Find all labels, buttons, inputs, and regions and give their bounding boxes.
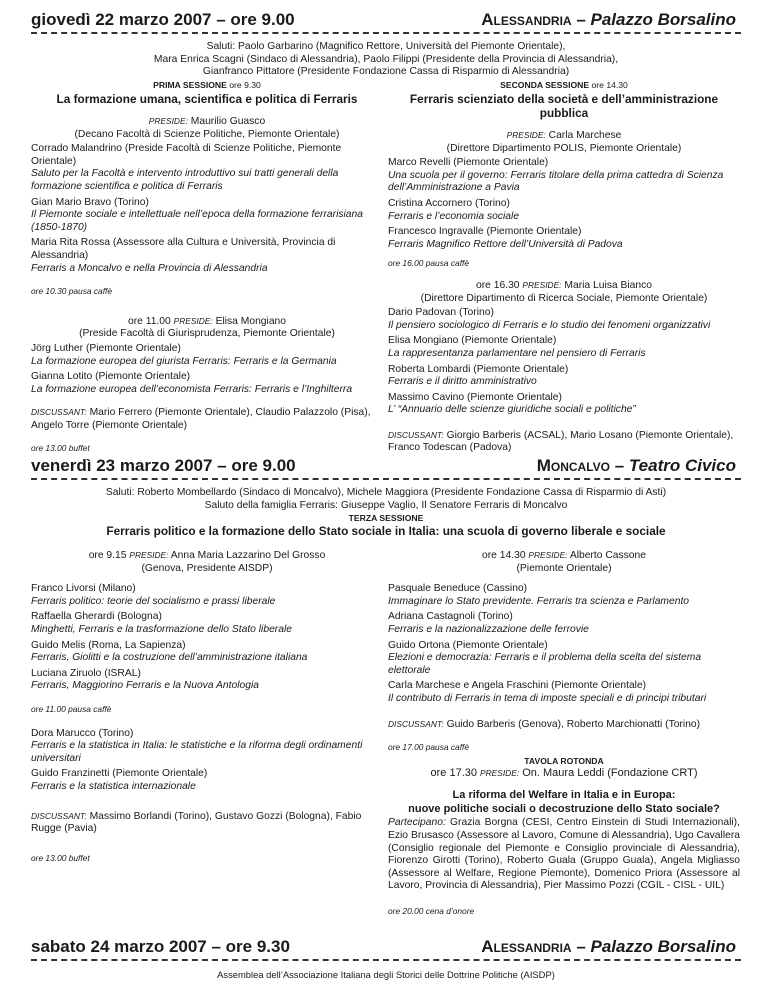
text-day1-right-talks2-0-speaker: Dario Padovan (Torino) [388,307,494,319]
text-day2-right-round_chair_label: PRESIDE: [480,767,520,778]
text-day1-right-session_time: ore 14.30 [591,80,628,90]
text-day2-left-talks-3-speaker: Luciana Ziruolo (ISRAL) [31,667,141,679]
day1-right-column [388,79,740,455]
text-day1-left-chair_label: PRESIDE: [148,116,188,126]
text-day1-dash: – [576,10,586,29]
text-day1-left-sub_chair_label: PRESIDE: [173,315,213,326]
text-day2-right-round_time: ore 17.30 [430,766,477,779]
text-day1-left-talks-2-speaker: Maria Rita Rossa (Assessore alla Cultura e Università, Provincia di Alessandria) [31,237,336,261]
text-day1-left-session_label: PRIMA SESSIONE [153,80,227,90]
text-day2-right-talks-2-title: Elezioni e democrazia: Ferraris e il problema della scelta del sistema elettorale [388,652,702,676]
text-day1-left-discussants: Mario Ferrero (Piemonte Orientale), Claudio Palazzolo (Pisa), Angelo Torre (Piemonte Orientale) [31,407,371,431]
text-day1-left-session_time: ore 9.30 [229,80,261,90]
text-day2-left-discussant_label: DISCUSSANT: [31,810,87,821]
day1-city: Alessandria [481,10,572,29]
text-day2-right-participants_label: Partecipano: [388,817,446,829]
text-day1-left-sub_chair_name: Elisa Mongiano [215,315,286,327]
text-day2-left-chair_label: PRESIDE: [129,550,169,560]
text-day2-right-round_title2: nuove politiche sociali o decostruzione dello Stato sociale? [408,803,720,816]
text-day2-left-sub_time: ore 9.15 [88,550,127,561]
text-day1-right-talks-0-title: Una scuola per il governo: Ferraris titolare della prima cattedra di Scienza dell’Amministrazione a Pavia [388,169,724,194]
text-day2-right-chair_role: (Piemonte Orientale) [516,562,612,574]
text-day2-right-round_chair: On. Maura Leddi (Fondazione CRT) [522,766,698,779]
text-day1-right-break1: ore 16.00 pausa caffè [388,258,470,269]
text-day2-right-chair_label: PRESIDE: [528,550,568,560]
text-day1-right-sub_chair_role: (Direttore Dipartimento di Ricerca Sociale, Piemonte Orientale) [420,292,708,304]
text-day1-greetings-2: Gianfranco Pittatore (Presidente Fondazione Cassa di Risparmio di Alessandria) [202,66,570,78]
text-day1-right-talks2-3-speaker: Massimo Cavino (Piemonte Orientale) [388,391,562,403]
divider [31,478,741,480]
text-day1-right-talks-0-speaker: Marco Revelli (Piemonte Orientale) [388,157,549,169]
day2-date: venerdì 23 marzo 2007 – ore 9.00 [31,456,296,475]
day2-venue [537,456,736,476]
text-day1-left-discussant_label: DISCUSSANT: [31,407,87,418]
text-day1-right-talks2-3-title: L’ “Annuario delle scienze giuridiche sociali e politiche” [388,404,636,416]
day2-greetings [31,487,741,538]
text-day2-right-discussants: Guido Barberis (Genova), Roberto Marchionatti (Torino) [446,718,701,730]
text-day1-right-chair_name: Carla Marchese [548,130,622,141]
text-day3-place: Palazzo Borsalino [590,937,736,956]
text-day2-left-talks-1-title: Minghetti, Ferraris e la trasformazione dello Stato liberale [31,623,292,635]
text-day2-left-discussants: Massimo Borlandi (Torino), Gustavo Gozzi (Bologna), Fabio Rugge (Pavia) [31,810,362,835]
text-day1-right-sub_chair_label: PRESIDE: [522,279,562,290]
text-day3-city: Alessandria [481,937,572,956]
text-day3-dash: – [576,937,586,956]
text-day1-left-talks-2-title: Ferraris a Moncalvo e nella Provincia di Alessandria [31,262,268,274]
text-day2-left-talks2-0-speaker: Dora Marucco (Torino) [31,727,134,739]
text-day1-right-talks2-0-title: Il pensiero sociologico di Ferraris e lo studio dei fenomeni organizzativi [388,319,711,331]
text-day2-right-talks-3-title: Il contributo di Ferraris in tema di imposte speciali e di principi tributari [388,692,707,704]
text-day2-right-round_label: TAVOLA ROTONDA [524,755,604,766]
text-day1-right-session_label: SECONDA SESSIONE [500,80,590,90]
session1-title: La formazione umana, scientifica e politica di Ferraris [56,92,358,106]
text-day1-left-talks2-0-speaker: Jörg Luther (Piemonte Orientale) [31,342,181,354]
day1-greetings [31,41,741,79]
divider [31,959,741,961]
day1-venue [481,10,736,30]
text-day2-right-participants: Grazia Borgna (CESI, Centro Einstein di Studi Internazionali), Ezio Brusasco (Assessore al Lavoro, Comune di Alessandria), Ugo Cavallera (Consiglio regionale del Piemonte e Consiglio provinciale di Alessandria), Fiorenzo Girotti (Torino), Roberto Guala (Gruppo Guala), Angela Migliasso (Assessore al Welfare, Regione Piemonte), Domenico Priora (Assessore al Lavoro, Provincia di Alessandria), Pier Massimo Pozzi (CGIL - CISL - UIL) [388,817,740,892]
text-day2-left-talks-2-speaker: Guido Melis (Roma, La Sapienza) [31,639,186,651]
text-day1-right-discussant_label: DISCUSSANT: [388,429,444,440]
text-day1-right-talks2-1-title: La rappresentanza parlamentare nel pensiero di Ferraris [388,347,646,359]
text-day2-dash: – [614,456,625,475]
text-day2-left-talks-0-speaker: Franco Livorsi (Milano) [31,583,136,595]
text-day1-left-talks2-1-title: La formazione europea dell’economista Ferraris: Ferraris e l’Inghilterra [31,383,353,395]
text-day2-right-talks-0-speaker: Pasquale Beneduce (Cassino) [388,583,528,595]
day3-date: sabato 24 marzo 2007 – ore 9.30 [31,937,290,956]
text-day1-left-chair_role: (Decano Facoltà di Scienze Politiche, Piemonte Orientale) [74,128,340,140]
session3-title: Ferraris politico e la formazione dello Stato sociale in Italia: una scuola di governo liberale e sociale [106,524,666,539]
text-day1-left-break2: ore 13.00 buffet [31,443,90,454]
text-day2-right-talks-1-speaker: Adriana Castagnoli (Torino) [388,611,513,623]
text-day2-place: Teatro Civico [628,456,736,475]
text-day1-left-talks-0-title: Saluto per la Facoltà e intervento introduttivo sui tratti generali della formazione scientifica e politica di Ferraris [31,168,339,192]
text-day2-right-dinner: ore 20.00 cena d’onore [388,905,475,916]
day3-venue [481,937,736,957]
text-day1-right-talks-1-speaker: Cristina Accornero (Torino) [388,197,510,209]
text-day1-left-break1: ore 10.30 pausa caffè [31,286,113,297]
text-day2-left-talks2-1-title: Ferraris e la statistica internazionale [31,780,196,792]
text-day1-right-talks-2-title: Ferraris Magnifico Rettore dell’Università di Padova [388,238,623,250]
text-day2-right-chair_name: Alberto Cassone [569,550,646,561]
text-day1-left-talks-1-speaker: Gian Mario Bravo (Torino) [31,196,149,208]
day2-right-column [388,549,740,917]
day1-place: Palazzo Borsalino [590,10,736,29]
text-day1-right-talks2-2-speaker: Roberta Lombardi (Piemonte Orientale) [388,363,569,375]
text-day2-left-talks2-1-speaker: Guido Franzinetti (Piemonte Orientale) [31,768,208,780]
text-day2-session_label: TERZA SESSIONE [348,513,424,524]
text-day2-left-break2: ore 13.00 buffet [31,852,90,863]
text-day2-left-talks-2-title: Ferraris, Giolitti e la costruzione dell’amministrazione italiana [31,652,308,664]
text-day1-right-sub_time: ore 16.30 [476,279,520,291]
text-day1-right-talks2-1-speaker: Elisa Mongiano (Piemonte Orientale) [388,335,557,347]
text-day1-greetings-1: Mara Enrica Scagni (Sindaco di Alessandria), Paolo Filippi (Presidente della Provincia di Alessandria), [153,53,619,65]
text-day2-left-talks2-0-title: Ferraris e la statistica in Italia: le statistiche e la riforma degli ordinamenti universitari [31,740,363,764]
text-day2-left-talks-1-speaker: Raffaella Gherardi (Bologna) [31,611,162,623]
text-day1-left-chair_name: Maurilio Guasco [190,116,266,127]
text-day2-greetings-0: Saluti: Roberto Mombellardo (Sindaco di Moncalvo), Michele Maggiora (Presidente Fondazione Cassa di Risparmio di Asti) [105,487,667,498]
day1-date: giovedì 22 marzo 2007 – ore 9.00 [31,10,295,29]
day2-left-column [31,549,383,864]
text-day1-right-chair_role: (Direttore Dipartimento POLIS, Piemonte Orientale) [446,142,682,154]
text-day2-right-talks-1-title: Ferraris e la nazionalizzazione delle ferrovie [388,623,589,635]
text-day2-right-talks-2-speaker: Guido Ortona (Piemonte Orientale) [388,639,548,651]
text-day1-left-talks-0-speaker: Corrado Malandrino (Preside Facoltà di Scienze Politiche, Piemonte Orientale) [31,143,342,167]
divider [31,32,741,34]
text-day1-right-talks2-2-title: Ferraris e il diritto amministrativo [388,376,537,388]
text-day1-right-chair_label: PRESIDE: [506,130,546,140]
text-day1-greetings-0: Saluti: Paolo Garbarino (Magnifico Rettore, Università del Piemonte Orientale), [206,41,566,52]
text-day1-right-talks-1-title: Ferraris e l’economia sociale [388,210,520,222]
text-day1-left-sub_chair_role: (Preside Facoltà di Giurisprudenza, Piemonte Orientale) [79,328,335,340]
text-day2-right-discussant_label: DISCUSSANT: [388,718,444,729]
text-day2-right-sub_time: ore 14.30 [482,550,526,561]
text-day1-left-talks2-0-title: La formazione europea del giurista Ferraris: Ferraris e la Germania [31,355,337,367]
text-day2-left-talks-3-title: Ferraris, Maggiorino Ferraris e la Nuova Antologia [31,680,259,692]
text-day1-right-discussants: Giorgio Barberis (ACSAL), Mario Losano (Piemonte Orientale), Franco Todescan (Padova) [388,429,734,454]
text-day1-left-sub_time: ore 11.00 [127,315,171,327]
text-day1-right-sub_chair_name: Maria Luisa Bianco [564,279,652,291]
text-day2-city: Moncalvo [536,456,610,475]
day3-text: Assemblea dell’Associazione Italiana degli Storici delle Dottrine Politiche (AISDP) [217,969,555,980]
text-day2-right-talks-3-speaker: Carla Marchese e Angela Fraschini (Piemonte Orientale) [388,680,647,692]
text-day2-left-chair_name: Anna Maria Lazzarino Del Grosso [170,550,326,561]
text-day2-left-talks-0-title: Ferraris politico: teorie del socialismo e prassi liberale [31,595,276,607]
day1-left-column [31,79,383,455]
text-day2-right-round_title1: La riforma del Welfare in Italia e in Europa: [452,789,676,802]
text-day2-left-break1: ore 11.00 pausa caffè [31,703,112,714]
text-day2-right-break1: ore 17.00 pausa caffè [388,742,470,753]
text-day1-right-talks-2-speaker: Francesco Ingravalle (Piemonte Orientale) [388,226,582,238]
session2-title: Ferraris scienziato della società e dell’amministrazione pubblica [409,92,719,120]
text-day2-greetings-1: Saluto della famiglia Ferraris: Giuseppe Vaglio, Il Senatore Ferraris di Moncalvo [204,499,568,511]
text-day1-left-talks2-1-speaker: Gianna Lotito (Piemonte Orientale) [31,371,191,383]
text-day2-right-talks-0-title: Immaginare lo Stato previdente. Ferraris tra scienza e Parlamento [388,595,690,607]
text-day1-left-talks-1-title: Il Piemonte sociale e intellettuale nell’epoca della formazione ferrarisiana (1850-1870) [31,209,363,233]
text-day2-left-chair_role: (Genova, Presidente AISDP) [141,562,273,574]
